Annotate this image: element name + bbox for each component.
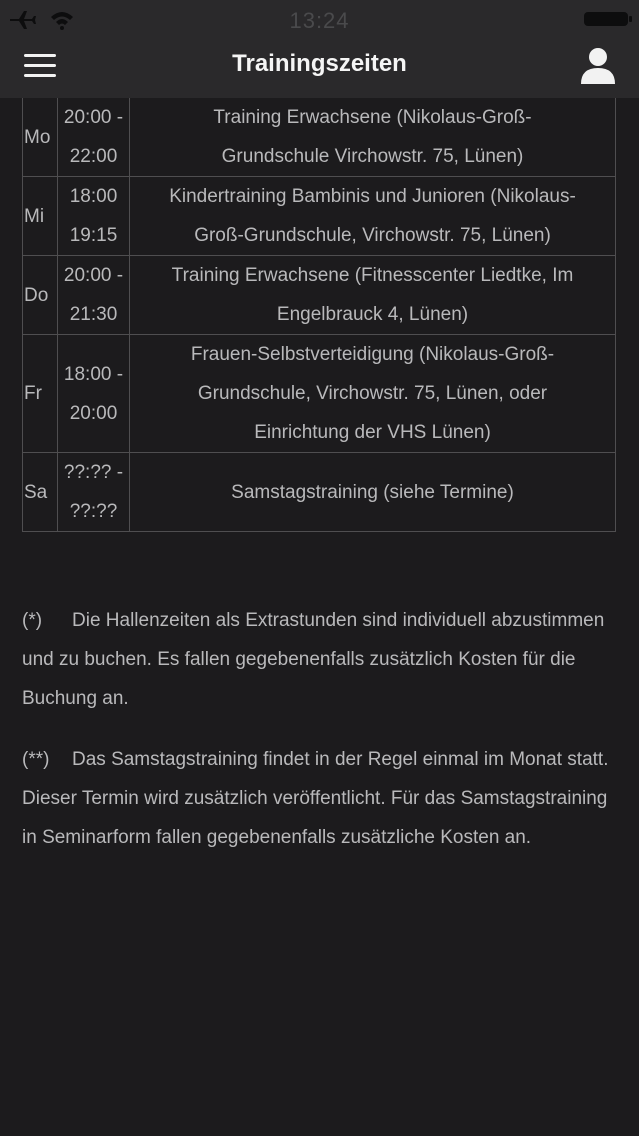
page-title: Trainingszeiten	[232, 50, 407, 77]
table-row	[23, 98, 616, 177]
day-cell: Mi	[23, 177, 58, 256]
time-cell: ??:?? - ??:??	[58, 453, 130, 532]
footnote-text: Die Hallenzeiten als Extrastunden sind individuell abzustimmen und zu buchen. Es fallen gegebenenfalls zusätzlich Kosten für die Buchung an.	[22, 610, 605, 709]
description-cell: Training Erwachsene (Fitnesscenter Liedtke, Im Engelbrauck 4, Lünen)	[130, 256, 616, 335]
day-cell: Sa	[23, 453, 58, 532]
navigation-bar	[0, 40, 639, 98]
time-cell: 18:00 - 20:00	[58, 335, 130, 453]
footnote	[22, 601, 616, 718]
status-time: 13:24	[289, 8, 350, 33]
table-row	[23, 453, 616, 532]
day-cell: Mo	[23, 98, 58, 177]
table-row	[23, 335, 616, 453]
footnote-text: Das Samstagstraining findet in der Regel einmal im Monat statt. Dieser Termin wird zusätzlich veröffentlicht. Für das Samstagstraining in Seminarform fallen gegebenenfalls zusätzliche Kosten an.	[22, 749, 609, 848]
description-cell: Training Erwachsene (Nikolaus-Groß- Grundschule Virchowstr. 75, Lünen)	[130, 98, 616, 177]
table-row	[23, 256, 616, 335]
description-cell: Samstagstraining (siehe Termine)	[130, 453, 616, 532]
description-cell: Frauen-Selbstverteidigung (Nikolaus-Groß- Grundschule, Virchowstr. 75, Lünen, oder Einrichtung der VHS Lünen)	[130, 335, 616, 453]
footnote	[22, 740, 616, 857]
day-cell: Do	[23, 256, 58, 335]
time-cell: 18:00 19:15	[58, 177, 130, 256]
table-row	[23, 177, 616, 256]
footnote-marker: (*)	[22, 610, 43, 631]
user-profile-icon[interactable]	[578, 44, 618, 88]
app-header	[0, 0, 639, 98]
battery-icon	[584, 12, 632, 26]
day-cell: Fr	[23, 335, 58, 453]
description-cell: Kindertraining Bambinis und Junioren (Nikolaus- Groß-Grundschule, Virchowstr. 75, Lünen)	[130, 177, 616, 256]
status-bar	[0, 0, 639, 40]
footnotes	[22, 601, 616, 879]
time-cell: 20:00 - 21:30	[58, 256, 130, 335]
training-schedule-table	[22, 98, 616, 532]
footnote-marker: (**)	[22, 749, 50, 770]
time-cell: 20:00 - 22:00	[58, 98, 130, 177]
